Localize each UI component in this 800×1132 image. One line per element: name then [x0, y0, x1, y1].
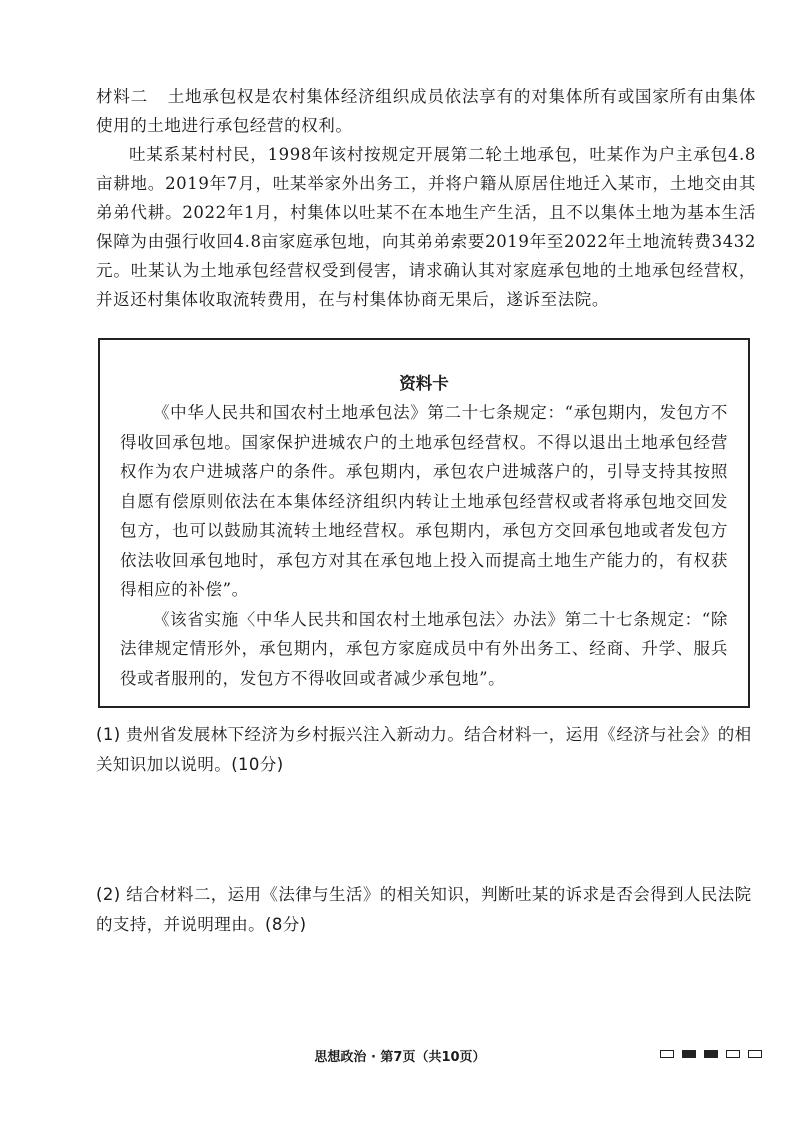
page-marker-strip: [660, 1050, 762, 1058]
page-marker-filled: [682, 1050, 696, 1058]
reference-card: [98, 338, 750, 708]
material2-label: 材料二: [96, 87, 148, 106]
question-1: (1) 贵州省发展林下经济为乡村振兴注入新动力。结合材料一，运用《经济与社会》的相关知识加以说明。(10分): [96, 725, 752, 774]
reference-card-title: 资料卡: [399, 374, 449, 393]
reference-card-law1: 《中华人民共和国农村土地承包法》第二十七条规定：“承包期内，发包方不得收回承包地。国家保护进城农户的土地承包经营权。不得以退出土地承包经营权作为农户进城落户的条件。承包期内，承包农户进城落户的，引导支持其按照自愿有偿原则依法在本集体经济组织内转让土地承包经营权或者将承包地交回发包方，也可以鼓励其流转土地经营权。承包期内，承包方交回承包地或者发包方依法收回承包地时，承包方对其在承包地上投入而提高土地生产能力的，有权获得相应的补偿”。: [120, 403, 728, 599]
material2-case: 吐某系某村村民，1998年该村按规定开展第二轮土地承包，吐某作为户主承包4.8亩耕地。2019年7月，吐某举家外出务工，并将户籍从原居住地迁入某市，土地交由其弟弟代耕。2022年1月，村集体以吐某不在本地生产生活，且不以集体土地为基本生活保障为由强行收回4.8亩家庭承包地，向其弟弟索要2019年至2022年土地流转费3432元。吐某认为土地承包经营权受到侵害，请求确认其对家庭承包地的土地承包经营权，并返还村集体收取流转费用，在与村集体协商无果后，遂诉至法院。: [96, 145, 756, 309]
page-marker-filled: [704, 1050, 718, 1058]
page-footer: 思想政治 · 第7页（共10页）: [314, 1050, 486, 1065]
page-marker-empty: [748, 1050, 762, 1058]
material2-intro-text: 土地承包权是农村集体经济组织成员依法享有的对集体所有或国家所有由集体使用的土地进行承包经营的权利。: [96, 87, 756, 135]
reference-card-law2: 《该省实施〈中华人民共和国农村土地承包法〉办法》第二十七条规定：“除法律规定情形外，承包期内，承包方家庭成员中有外出务工、经商、升学、服兵役或者服刑的，发包方不得收回或者减少承包地”。: [120, 609, 728, 688]
page-marker-empty: [660, 1050, 674, 1058]
material2-intro: [96, 82, 756, 140]
page-marker-empty: [726, 1050, 740, 1058]
question-2: (2) 结合材料二，运用《法律与生活》的相关知识，判断吐某的诉求是否会得到人民法院的支持，并说明理由。(8分): [96, 885, 752, 934]
